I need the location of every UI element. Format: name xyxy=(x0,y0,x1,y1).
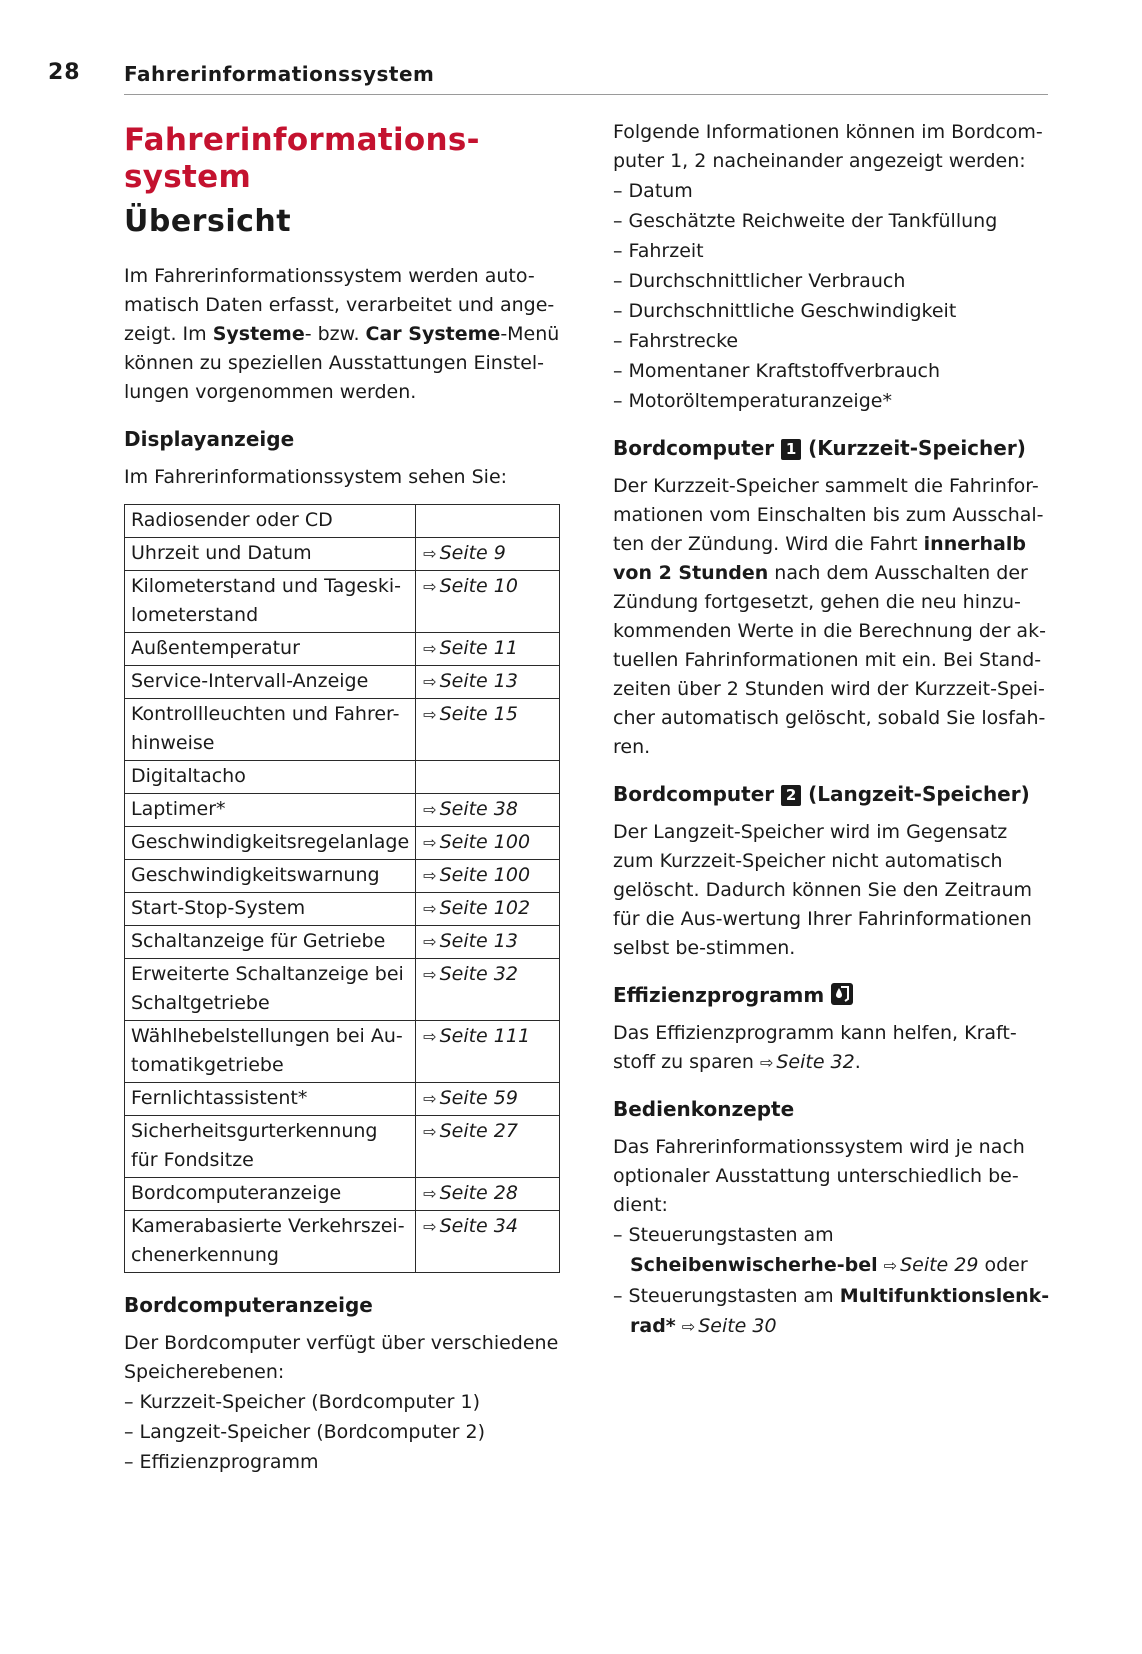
reference-arrow-icon: ⇨ xyxy=(423,1217,437,1236)
page-reference[interactable]: Seite 100 xyxy=(439,864,531,886)
page-reference[interactable]: Seite 38 xyxy=(439,798,518,820)
page-number: 28 xyxy=(48,60,81,85)
reference-arrow-icon: ⇨ xyxy=(423,800,437,819)
page-reference[interactable]: Seite 10 xyxy=(439,575,518,597)
eff-paragraph: Das Effizienzprogramm kann helfen, Kraft-stoff zu sparen ⇨ Seite 32. xyxy=(613,1022,1017,1073)
feature-name-cell: Außentemperatur xyxy=(125,633,416,666)
reference-arrow-icon: ⇨ xyxy=(423,965,437,984)
table-row xyxy=(125,1178,560,1211)
page-reference-cell[interactable] xyxy=(416,1178,560,1211)
feature-name-cell: Laptimer* xyxy=(125,794,416,827)
reference-arrow-icon: ⇨ xyxy=(423,866,437,885)
page-reference-cell xyxy=(416,761,560,794)
feature-name-cell: Fernlichtassistent* xyxy=(125,1083,416,1116)
number-2-badge: 2 xyxy=(781,785,801,806)
page-reference[interactable]: Seite 30 xyxy=(698,1315,777,1337)
reference-arrow-icon: ⇨ xyxy=(423,1122,437,1141)
page-reference[interactable]: Seite 28 xyxy=(439,1182,518,1204)
page-reference-cell[interactable] xyxy=(416,666,560,699)
table-row xyxy=(125,860,560,893)
reference-arrow-icon: ⇨ xyxy=(423,639,437,658)
list-item: – Langzeit-Speicher (Bordcomputer 2) xyxy=(124,1421,486,1443)
page-reference-cell[interactable] xyxy=(416,538,560,571)
page-reference[interactable]: Seite 9 xyxy=(439,542,506,564)
bedien-list xyxy=(613,1220,1053,1342)
bc1-heading: Bordcomputer 1 (Kurzzeit-Speicher) xyxy=(613,436,1026,460)
page-reference-cell[interactable] xyxy=(416,1083,560,1116)
table-row xyxy=(125,893,560,926)
reference-arrow-icon: ⇨ xyxy=(423,833,437,852)
section-title xyxy=(124,122,564,196)
running-title: Fahrerinformationssystem xyxy=(124,62,435,86)
feature-name-cell: Geschwindigkeitswarnung xyxy=(125,860,416,893)
feature-name-cell: Geschwindigkeitsregelanlage xyxy=(125,827,416,860)
reference-arrow-icon: ⇨ xyxy=(423,1184,437,1203)
feature-name-cell: Sicherheitsgurterkennung für Fondsitze xyxy=(125,1116,416,1178)
feature-name-cell: Service-Intervall-Anzeige xyxy=(125,666,416,699)
page-reference[interactable]: Seite 29 xyxy=(900,1254,979,1276)
bedien-paragraph: Das Fahrerinformationssystem wird je nach optionaler Ausstattung unterschiedlich be-dient: xyxy=(613,1136,1025,1216)
table-row xyxy=(125,1116,560,1178)
table-row xyxy=(125,633,560,666)
menu-systeme: Systeme xyxy=(212,323,305,345)
list-item: – Fahrzeit xyxy=(613,240,704,262)
info-lead: Folgende Informationen können im Bordcom-puter 1, 2 nacheinander angezeigt werden: xyxy=(613,121,1043,172)
table-row xyxy=(125,666,560,699)
list-item: – Kurzzeit-Speicher (Bordcomputer 1) xyxy=(124,1391,481,1413)
info-list xyxy=(613,176,1053,416)
feature-name-cell: Kontrollleuchten und Fahrer-hinweise xyxy=(125,699,416,761)
feature-name-cell: Digitaltacho xyxy=(125,761,416,794)
display-lead: Im Fahrerinformationssystem sehen Sie: xyxy=(124,466,508,488)
page-reference[interactable]: Seite 13 xyxy=(439,670,518,692)
table-row xyxy=(125,538,560,571)
table-row xyxy=(125,1211,560,1273)
feature-name-cell: Wählhebelstellungen bei Au-tomatikgetriebe xyxy=(125,1021,416,1083)
table-row xyxy=(125,926,560,959)
table-row xyxy=(125,571,560,633)
page-reference-cell[interactable] xyxy=(416,860,560,893)
list-item: – Steuerungstasten am Multifunktionslenk-rad* ⇨ Seite 30 xyxy=(613,1285,1050,1337)
reference-arrow-icon: ⇨ xyxy=(423,899,437,918)
list-item: – Momentaner Kraftstoffverbrauch xyxy=(613,360,941,382)
page-reference[interactable]: Seite 27 xyxy=(439,1120,518,1142)
page-reference[interactable]: Seite 15 xyxy=(439,703,518,725)
list-item: – Effizienzprogramm xyxy=(124,1451,319,1473)
reference-arrow-icon: ⇨ xyxy=(423,1027,437,1046)
page-reference[interactable]: Seite 32 xyxy=(776,1051,855,1073)
memory-level-list xyxy=(124,1387,564,1477)
reference-arrow-icon: ⇨ xyxy=(423,932,437,951)
list-item: – Geschätzte Reichweite der Tankfüllung xyxy=(613,210,998,232)
reference-arrow-icon: ⇨ xyxy=(759,1053,774,1072)
intro-paragraph: Im Fahrerinformationssystem werden auto-matisch Daten erfasst, verarbeitet und ange-zeigt. Im Systeme- bzw. Car Systeme-Menü können zu speziellen Ausstattungen Einstel-lungen vorgenommen werden. xyxy=(124,265,560,403)
table-row xyxy=(125,827,560,860)
list-item: – Motoröltemperaturanzeige* xyxy=(613,390,892,412)
page-reference-cell[interactable] xyxy=(416,893,560,926)
page-reference-cell[interactable] xyxy=(416,1211,560,1273)
page-reference-cell[interactable] xyxy=(416,959,560,1021)
reference-arrow-icon: ⇨ xyxy=(423,544,437,563)
list-item: – Datum xyxy=(613,180,693,202)
page-reference-cell[interactable] xyxy=(416,794,560,827)
reference-arrow-icon: ⇨ xyxy=(423,577,437,596)
page-reference[interactable]: Seite 100 xyxy=(439,831,531,853)
bedien-heading: Bedienkonzepte xyxy=(613,1097,795,1121)
page-reference-cell xyxy=(416,505,560,538)
page-reference[interactable]: Seite 32 xyxy=(439,963,518,985)
subsection-title: Übersicht xyxy=(124,204,292,239)
table-row xyxy=(125,794,560,827)
table-row xyxy=(125,505,560,538)
feature-name-cell: Schaltanzeige für Getriebe xyxy=(125,926,416,959)
page-reference[interactable]: Seite 11 xyxy=(439,637,518,659)
feature-name-cell: Erweiterte Schaltanzeige bei Schaltgetriebe xyxy=(125,959,416,1021)
bordcomputer-heading: Bordcomputeranzeige xyxy=(124,1293,373,1317)
header-divider xyxy=(124,94,1048,95)
feature-name-cell: Bordcomputeranzeige xyxy=(125,1178,416,1211)
list-item: – Fahrstrecke xyxy=(613,330,739,352)
section-title-line1: Fahrerinformations- xyxy=(124,122,480,158)
reference-arrow-icon: ⇨ xyxy=(883,1256,898,1275)
page-reference-cell[interactable] xyxy=(416,633,560,666)
reference-arrow-icon: ⇨ xyxy=(423,672,437,691)
reference-arrow-icon: ⇨ xyxy=(423,1089,437,1108)
feature-name-cell: Uhrzeit und Datum xyxy=(125,538,416,571)
table-row xyxy=(125,699,560,761)
list-item: – Durchschnittlicher Verbrauch xyxy=(613,270,906,292)
list-item: – Durchschnittliche Geschwindigkeit xyxy=(613,300,957,322)
page-reference-cell[interactable] xyxy=(416,926,560,959)
feature-name-cell: Kamerabasierte Verkehrszei-chenerkennung xyxy=(125,1211,416,1273)
page-reference[interactable]: Seite 111 xyxy=(439,1025,531,1047)
feature-name-cell: Radiosender oder CD xyxy=(125,505,416,538)
page-reference[interactable]: Seite 13 xyxy=(439,930,518,952)
table-row xyxy=(125,959,560,1021)
page-reference[interactable]: Seite 102 xyxy=(439,897,531,919)
page-reference-cell[interactable] xyxy=(416,827,560,860)
table-row xyxy=(125,761,560,794)
page-reference-cell[interactable] xyxy=(416,571,560,633)
fuel-drop-icon xyxy=(831,983,853,1005)
table-row xyxy=(125,1083,560,1116)
bc1-paragraph: Der Kurzzeit-Speicher sammelt die Fahrinfor-mationen vom Einschalten bis zum Ausschal-ten der Zündung. Wird die Fahrt innerhalb von 2 Stunden nach dem Ausschalten der Zündung fortgesetzt, gehen die neu hinzu-kommenden Werte in die Berechnung der ak-tuellen Fahrinformationen mit ein. Bei Stand-zeiten über 2 Stunden wird der Kurzzeit-Spei-cher automatisch gelöscht, sobald Sie losfah-ren. xyxy=(613,475,1046,758)
page-reference[interactable]: Seite 59 xyxy=(439,1087,518,1109)
reference-table xyxy=(124,504,560,1273)
bc2-heading: Bordcomputer 2 (Langzeit-Speicher) xyxy=(613,782,1030,806)
feature-name-cell: Kilometerstand und Tageski-lometerstand xyxy=(125,571,416,633)
feature-name-cell: Start-Stop-System xyxy=(125,893,416,926)
left-column xyxy=(124,118,564,1477)
page-reference-cell[interactable] xyxy=(416,699,560,761)
bordcomputer-paragraph: Der Bordcomputer verfügt über verschiedene Speicherebenen: xyxy=(124,1332,559,1383)
section-title-line2: system xyxy=(124,159,252,195)
reference-arrow-icon: ⇨ xyxy=(681,1317,696,1336)
table-row xyxy=(125,1021,560,1083)
bc2-paragraph: Der Langzeit-Speicher wird im Gegensatz zum Kurzzeit-Speicher nicht automatisch gelöscht. Dadurch können Sie den Zeitraum für die Aus-wertung Ihrer Fahrinformationen selbst be-stimmen. xyxy=(613,821,1033,959)
menu-car-systeme: Car Systeme xyxy=(365,323,501,345)
reference-arrow-icon: ⇨ xyxy=(423,705,437,724)
eff-heading: Effizienzprogramm xyxy=(613,981,1053,1009)
page-reference[interactable]: Seite 34 xyxy=(439,1215,518,1237)
page-reference-cell[interactable] xyxy=(416,1021,560,1083)
display-heading: Displayanzeige xyxy=(124,427,295,451)
number-1-badge: 1 xyxy=(781,439,801,460)
right-column xyxy=(613,118,1053,1342)
page-header xyxy=(48,60,1048,94)
list-item: – Steuerungstasten am Scheibenwischerhe-bel ⇨ Seite 29 oder xyxy=(613,1224,1028,1276)
page-reference-cell[interactable] xyxy=(416,1116,560,1178)
